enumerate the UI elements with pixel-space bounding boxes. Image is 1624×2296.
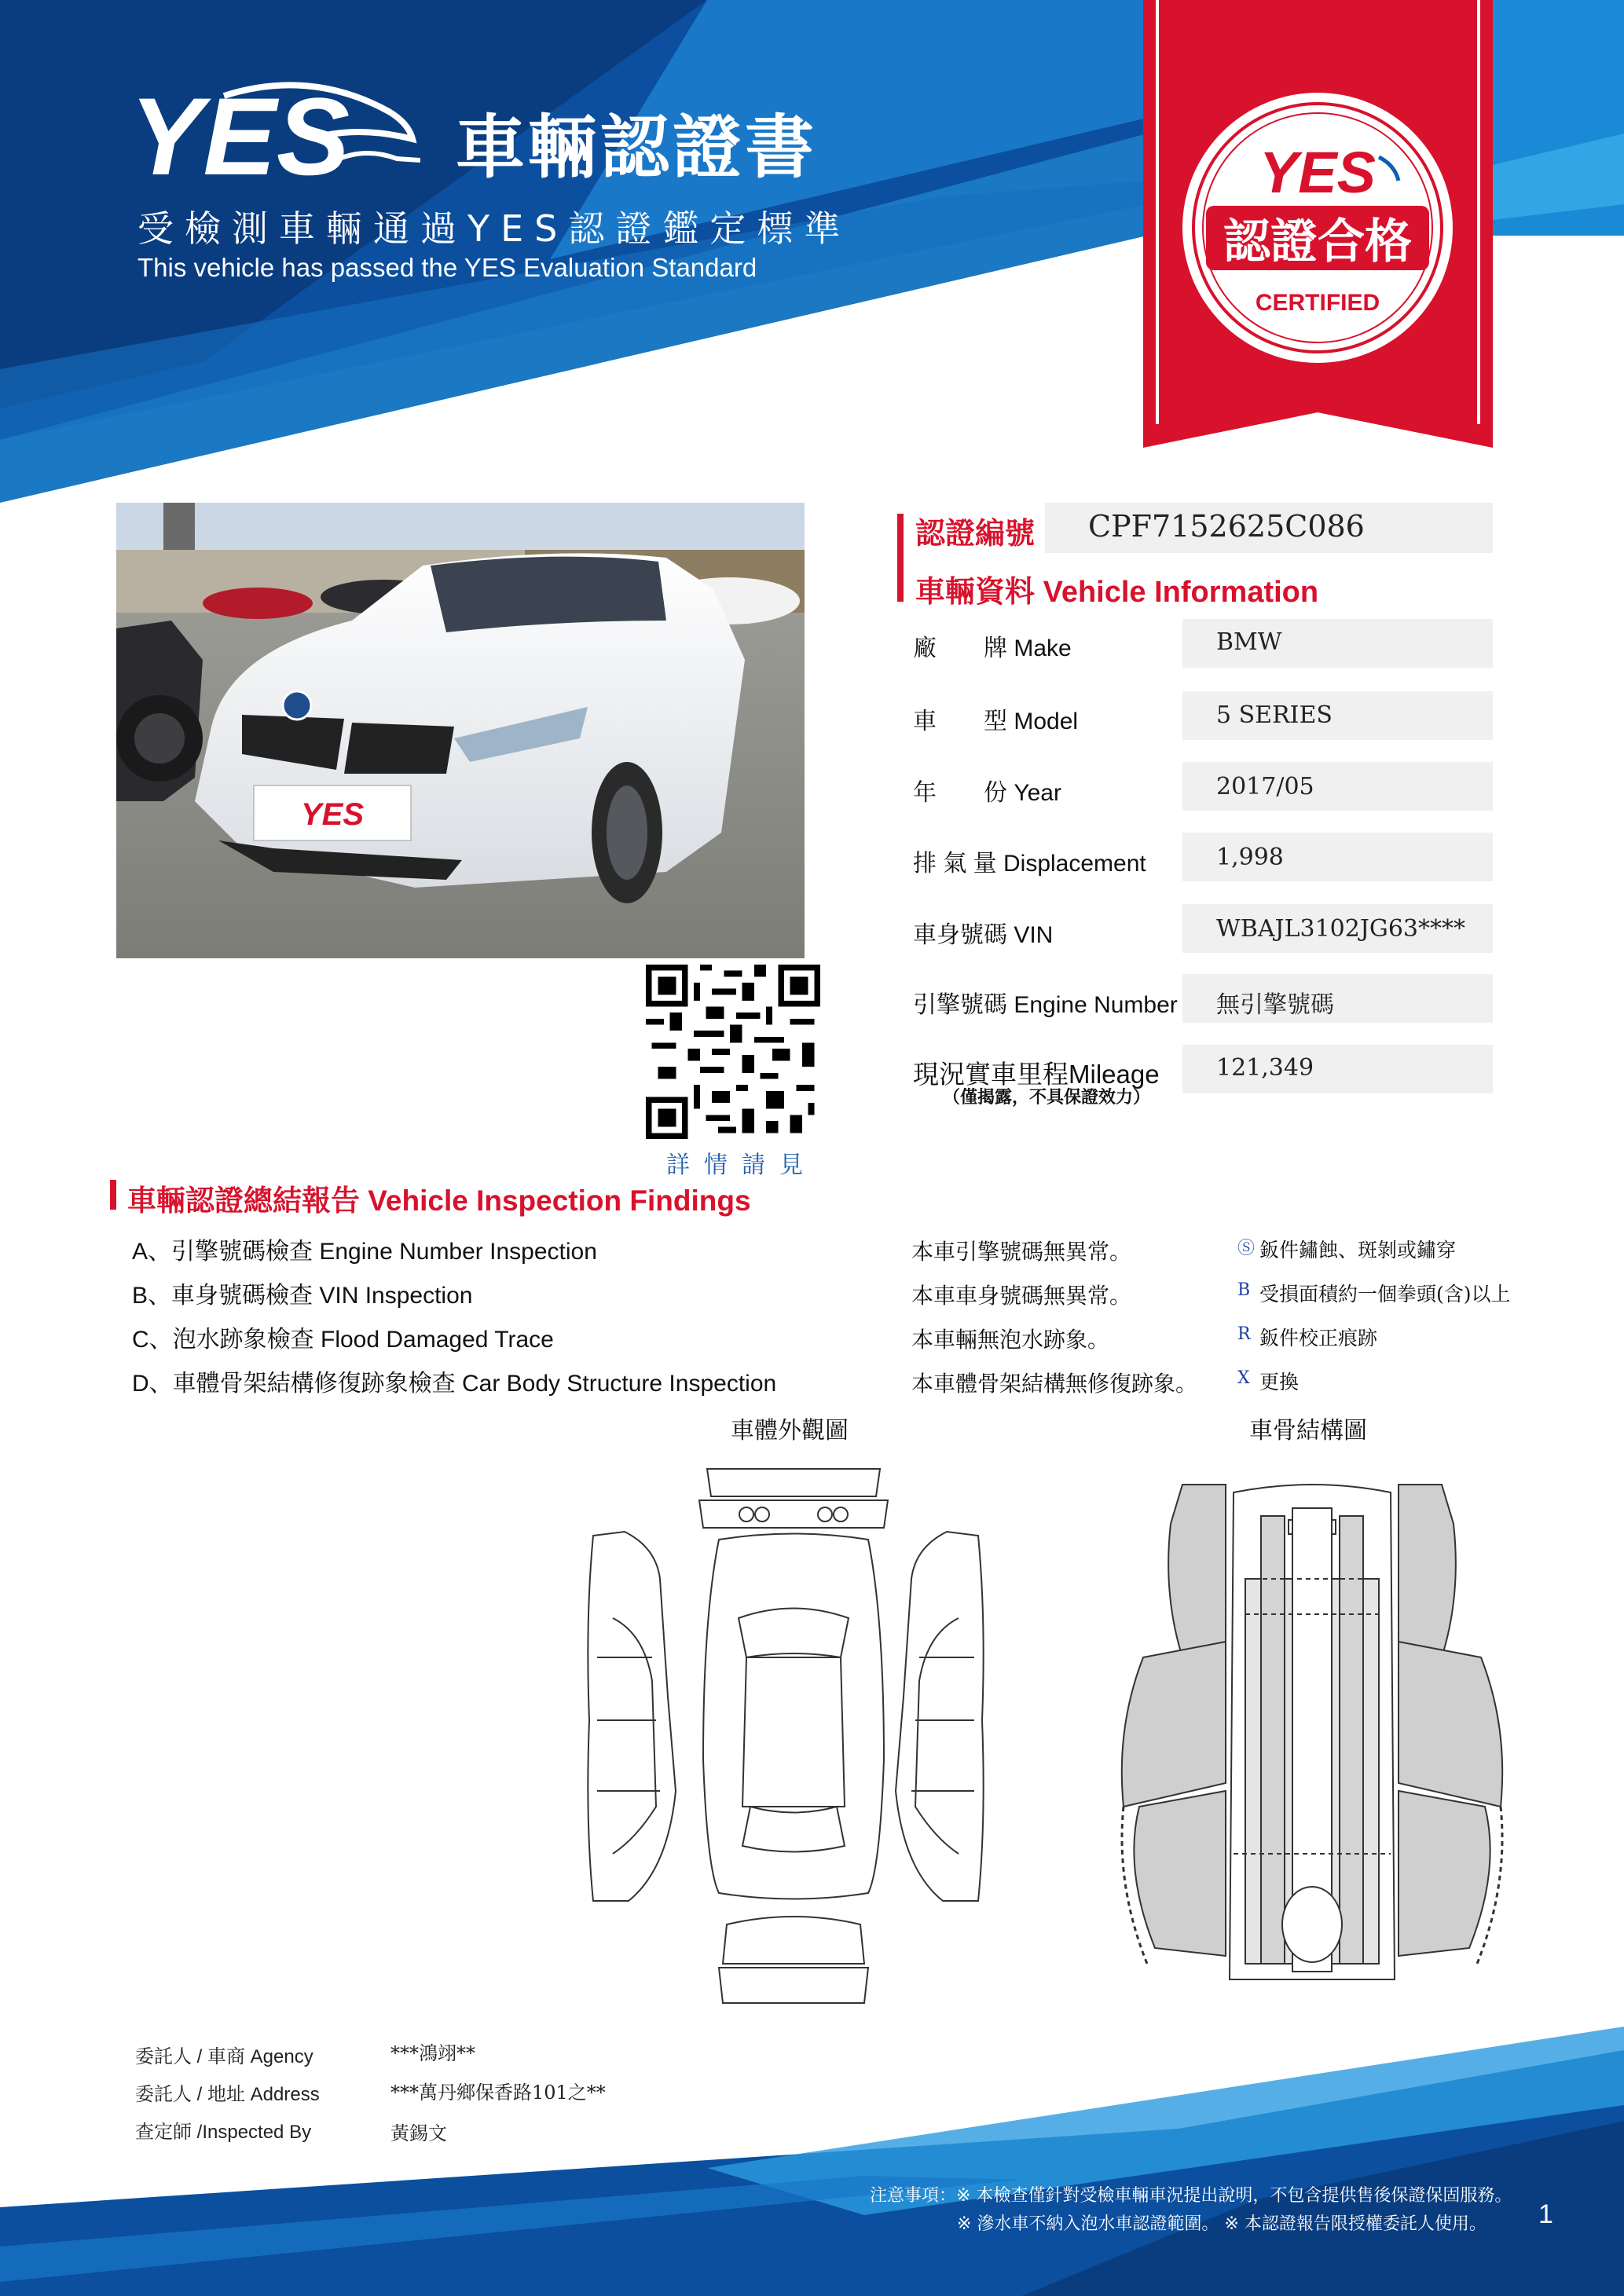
vin-value: WBAJL3102JG63**** xyxy=(1216,915,1466,943)
qr-code[interactable] xyxy=(646,965,820,1139)
certificate-number: CPF7152625C086 xyxy=(1088,509,1365,544)
document-title: 車輛認證書 xyxy=(456,107,818,188)
section-accent-bar xyxy=(897,514,904,602)
plate-logo: YES xyxy=(300,797,365,832)
frame-diagram xyxy=(1108,1477,1516,1995)
make-label: 廠 牌 Make xyxy=(913,635,1072,661)
findings-title xyxy=(127,1177,751,1219)
vin-label: 車身號碼 VIN xyxy=(913,922,1054,948)
finding-c-result: 本車輛無泡水跡象。 xyxy=(911,1327,1110,1353)
legend-symbol-x: X xyxy=(1237,1368,1250,1388)
seal-sub-text: CERTIFIED xyxy=(1255,290,1380,316)
exterior-diagram xyxy=(581,1461,990,2011)
findings-title-en: Vehicle Inspection Findings xyxy=(368,1185,751,1217)
subtitle-english: This vehicle has passed the YES Evaluation Standard xyxy=(137,253,757,282)
vehicle-photo xyxy=(116,503,805,958)
address-label: 委託人 / 地址 Address xyxy=(135,2084,320,2105)
mileage-value: 121,349 xyxy=(1216,1054,1314,1082)
legend-symbol-b: B xyxy=(1237,1280,1251,1300)
vehicle-info-title-zh: 車輛資料 xyxy=(915,576,1036,609)
year-label: 年 份 Year xyxy=(913,780,1061,806)
certificate-number-label: 認證編號 xyxy=(915,518,1036,551)
yes-logo xyxy=(130,72,420,190)
logo-wordmark: YES xyxy=(130,75,350,190)
subtitle-chinese: 受檢測車輛通過YES認證鑑定標準 xyxy=(137,207,852,250)
legend-text-b: 受損面積約一個拳頭(含)以上 xyxy=(1259,1283,1511,1305)
inspector-label: 查定師 /Inspected By xyxy=(135,2122,312,2143)
certified-ribbon xyxy=(1143,0,1493,452)
engine-number-value: 無引擎號碼 xyxy=(1216,991,1334,1019)
finding-b-result: 本車車身號碼無異常。 xyxy=(911,1283,1132,1309)
agency-label: 委託人 / 車商 Agency xyxy=(135,2046,313,2067)
finding-a-label: A、引擎號碼檢查 Engine Number Inspection xyxy=(132,1239,597,1265)
notice-line-2: ※ 滲水車不納入泡水車認證範圍。 ※ 本認證報告限授權委託人使用。 xyxy=(957,2214,1487,2234)
qr-caption: 詳情請見 xyxy=(666,1152,817,1179)
legend-text-s: 鈑件鏽蝕、斑剝或鏽穿 xyxy=(1259,1239,1457,1262)
seal-main-text: 認證合格 xyxy=(1223,214,1412,269)
make-value: BMW xyxy=(1216,628,1282,656)
exterior-diagram-title: 車體外觀圖 xyxy=(731,1417,849,1445)
model-label: 車 型 Model xyxy=(913,709,1079,734)
finding-a-result: 本車引擎號碼無異常。 xyxy=(911,1239,1132,1265)
displacement-value: 1,998 xyxy=(1216,844,1284,871)
legend-text-r: 鈑件校正痕跡 xyxy=(1259,1327,1378,1349)
vehicle-info-title-en: Vehicle Information xyxy=(1043,576,1319,609)
findings-accent-bar xyxy=(110,1180,116,1210)
displacement-label: 排 氣 量 Displacement xyxy=(913,851,1146,877)
footer-background xyxy=(0,2011,1624,2296)
finding-d-label: D、車體骨架結構修復跡象檢查 Car Body Structure Inspection xyxy=(132,1371,777,1397)
year-value: 2017/05 xyxy=(1216,773,1314,800)
inspector-value: 黃錫文 xyxy=(390,2122,447,2144)
mileage-note: （僅揭露，不具保證效力） xyxy=(943,1088,1151,1108)
legend-symbol-s: Ⓢ xyxy=(1237,1239,1256,1258)
page-number: 1 xyxy=(1538,2199,1553,2229)
agency-value: ***鴻翊** xyxy=(390,2042,475,2064)
finding-b-label: B、車身號碼檢查 VIN Inspection xyxy=(132,1283,473,1309)
vehicle-info-title xyxy=(915,567,1318,610)
legend-symbol-r: R xyxy=(1237,1324,1251,1344)
seal-logo: YES xyxy=(1259,140,1377,205)
notice-line-1: 注意事項：※ 本檢查僅針對受檢車輛車況提出說明，不包含提供售後保證保固服務。 xyxy=(870,2186,1512,2206)
frame-diagram-title: 車骨結構圖 xyxy=(1249,1417,1367,1445)
findings-title-zh: 車輛認證總結報告 xyxy=(127,1185,360,1217)
finding-d-result: 本車體骨架結構無修復跡象。 xyxy=(911,1371,1198,1397)
legend-text-x: 更換 xyxy=(1259,1371,1300,1393)
address-value: ***萬丹鄉保香路101之** xyxy=(390,2082,606,2104)
mileage-label: 現況實車里程Mileage xyxy=(913,1060,1160,1089)
finding-c-label: C、泡水跡象檢查 Flood Damaged Trace xyxy=(132,1327,554,1353)
model-value: 5 SERIES xyxy=(1216,701,1333,729)
engine-number-label: 引擎號碼 Engine Number xyxy=(913,992,1178,1018)
